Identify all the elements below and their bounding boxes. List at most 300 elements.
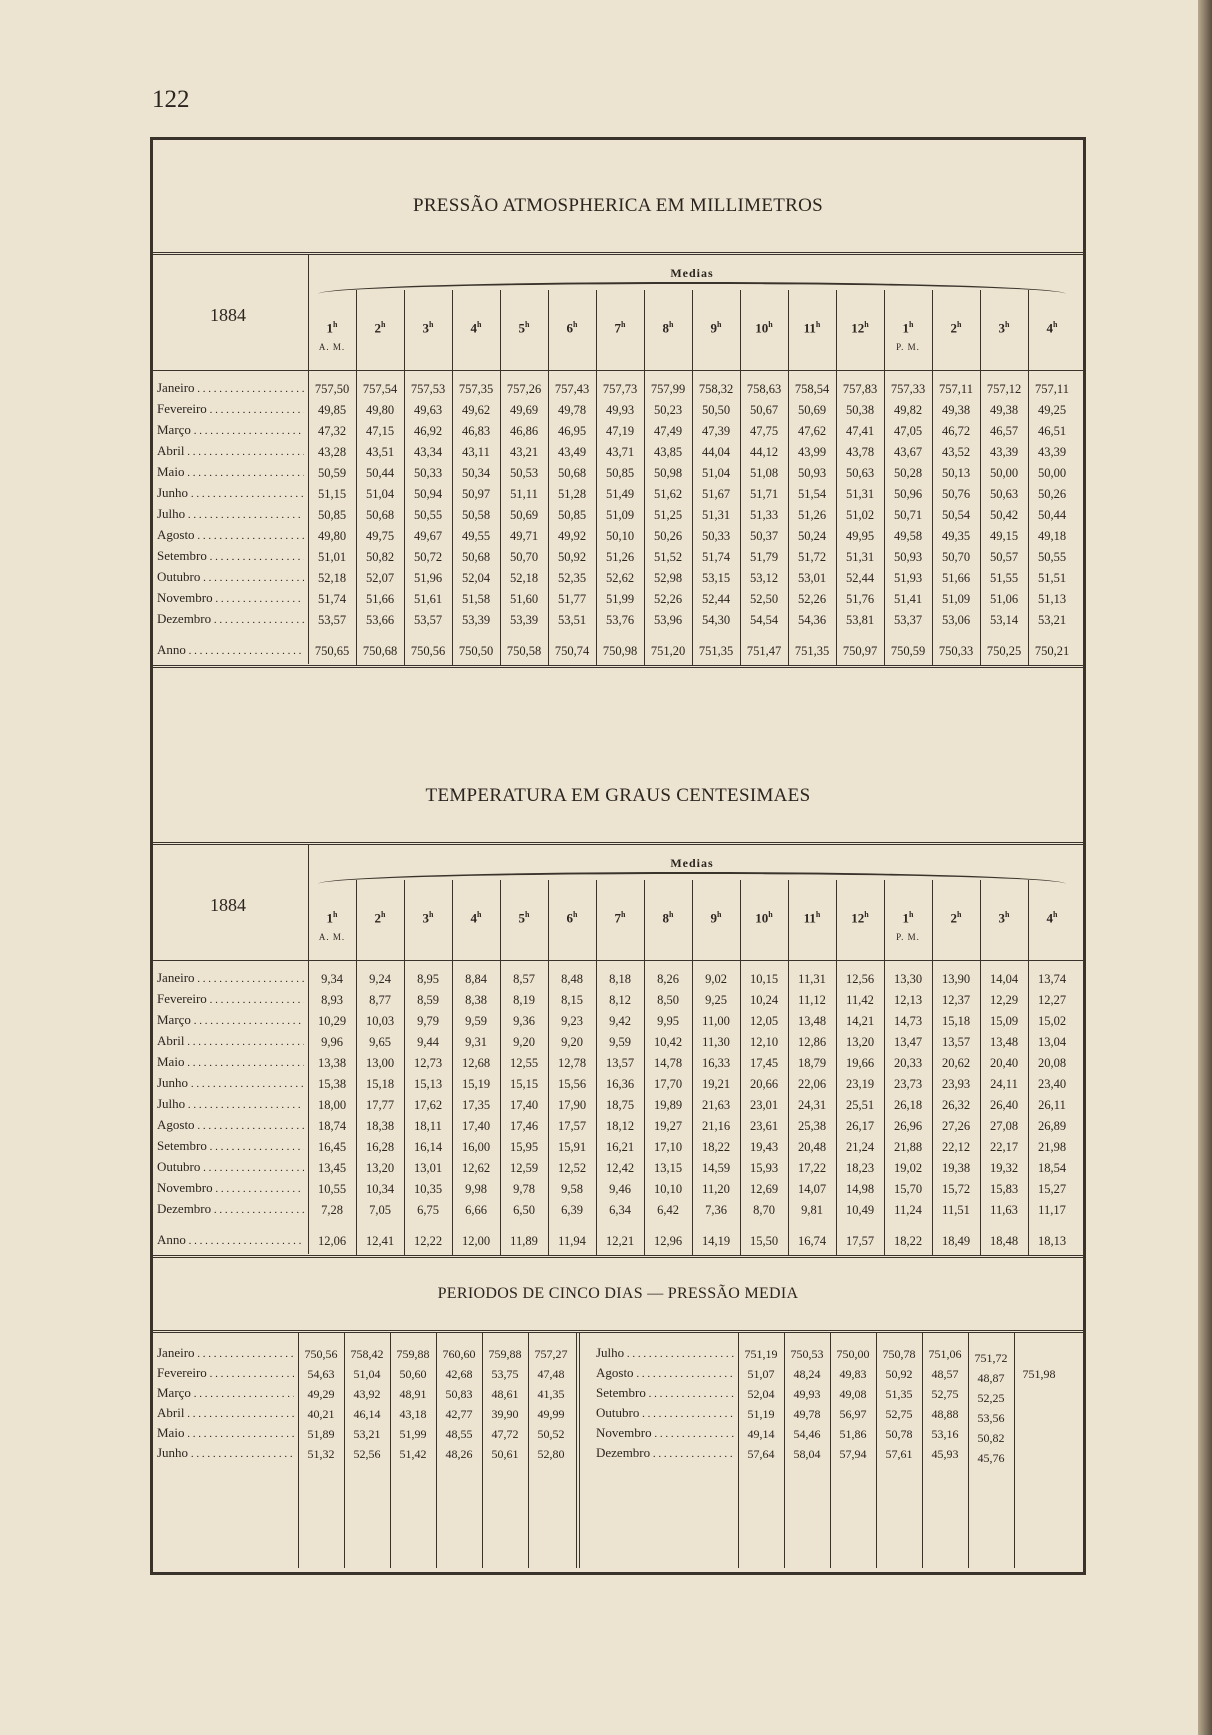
- pressure-cell: 53,81: [845, 613, 875, 627]
- hour-suffix: h: [957, 320, 962, 329]
- temperature-cell: 12,56: [845, 972, 875, 986]
- pressure-cell: 53,06: [941, 613, 971, 627]
- pressure-cell: 51,31: [845, 550, 875, 564]
- temperature-cell: 15,93: [749, 1161, 779, 1175]
- hour-suffix: h: [1053, 910, 1058, 919]
- periods-left-cell: 54,63: [307, 1367, 335, 1381]
- pressure-cell: 52,44: [845, 571, 875, 585]
- hour-suffix: h: [815, 910, 821, 919]
- temperature-cell: 19,43: [749, 1140, 779, 1154]
- temperature-hour-header: [404, 910, 452, 926]
- temperature-cell: 10,35: [413, 1182, 443, 1196]
- temperature-anno-cell: 12,41: [365, 1234, 395, 1248]
- pressure-cell: 757,12: [986, 382, 1022, 396]
- temperature-hour-header: [740, 910, 788, 926]
- temperature-cell: 13,04: [1037, 1035, 1067, 1049]
- temperature-cell: 13,74: [1037, 972, 1067, 986]
- pressure-cell: 53,12: [749, 571, 779, 585]
- hour-number: 5: [518, 910, 526, 926]
- temperature-cell: 13,47: [893, 1035, 923, 1049]
- temperature-cell: 26,89: [1037, 1119, 1067, 1133]
- temperature-cell: 19,38: [941, 1161, 971, 1175]
- temperature-cell: 22,12: [941, 1140, 971, 1154]
- pressure-cell: 46,95: [557, 424, 587, 438]
- periods-right-cell: 48,87: [977, 1371, 1005, 1385]
- periods-mid-divider: [576, 1333, 577, 1568]
- hour-suffix: h: [1005, 320, 1010, 329]
- temperature-cell: 6,66: [465, 1203, 487, 1217]
- periods-left-month: Junho . . .: [157, 1445, 294, 1461]
- pressure-hour-header: [836, 320, 884, 336]
- pressure-cell: 46,72: [941, 424, 971, 438]
- temperature-cell: 17,10: [653, 1140, 683, 1154]
- pressure-cell: 52,18: [317, 571, 347, 585]
- pressure-cell: 51,79: [749, 550, 779, 564]
- pressure-hour-header: [788, 320, 836, 336]
- pressure-cell: 49,82: [893, 403, 923, 417]
- pressure-month-label: Agosto . . .: [157, 527, 304, 543]
- temperature-cell: 15,56: [557, 1077, 587, 1091]
- temperature-cell: 17,57: [557, 1119, 587, 1133]
- temperature-cell: 15,19: [461, 1077, 491, 1091]
- temperature-cell: 14,04: [989, 972, 1019, 986]
- pressure-cell: 52,50: [749, 592, 779, 606]
- temperature-cell: 10,29: [317, 1014, 347, 1028]
- pressure-cell: 51,93: [893, 571, 923, 585]
- pressure-cell: 50,54: [941, 508, 971, 522]
- pressure-cell: 46,57: [989, 424, 1019, 438]
- temperature-cell: 9,23: [561, 1014, 583, 1028]
- pressure-hour-header: [884, 320, 932, 336]
- periods-left-cell: 760,60: [442, 1347, 476, 1361]
- pressure-cell: 43,78: [845, 445, 875, 459]
- temperature-hour-header: [596, 910, 644, 926]
- temperature-hour-header: [692, 910, 740, 926]
- temperature-cell: 8,26: [657, 972, 679, 986]
- hour-suffix: h: [1053, 320, 1058, 329]
- hour-number: 9: [710, 320, 718, 336]
- pressure-month-label: Dezembro . . .: [157, 611, 304, 627]
- pressure-anno-cell: 750,21: [1034, 644, 1070, 658]
- pressure-cell: 757,11: [1035, 382, 1069, 396]
- pressure-cell: 50,10: [605, 529, 635, 543]
- pressure-cell: 47,41: [845, 424, 875, 438]
- periods-left-cell: 51,42: [399, 1447, 427, 1461]
- pressure-month-label: Março . . .: [157, 422, 304, 438]
- temperature-cell: 11,30: [702, 1035, 730, 1049]
- temperature-cell: 9,79: [417, 1014, 439, 1028]
- pressure-cell: 53,14: [989, 613, 1019, 627]
- pressure-cell: 50,55: [1037, 550, 1067, 564]
- pressure-cell: 54,30: [701, 613, 731, 627]
- periods-right-cell: 51,07: [747, 1367, 775, 1381]
- pressure-cell: 51,66: [941, 571, 971, 585]
- temperature-cell: 9,98: [465, 1182, 487, 1196]
- periods-right-month: Setembro . . .: [596, 1385, 734, 1401]
- pressure-cell: 757,11: [939, 382, 973, 396]
- temperature-cell: 8,57: [513, 972, 535, 986]
- temperature-cell: 17,90: [557, 1098, 587, 1112]
- temperature-cell: 9,31: [465, 1035, 487, 1049]
- pressure-section: [153, 140, 1083, 730]
- temperature-cell: 17,45: [749, 1056, 779, 1070]
- temperature-cell: 19,02: [893, 1161, 923, 1175]
- hour-suffix: h: [573, 320, 578, 329]
- hour-suffix: h: [815, 320, 821, 329]
- hour-number: 8: [662, 320, 670, 336]
- temperature-cell: 12,29: [989, 993, 1019, 1007]
- temperature-cell: 9,95: [657, 1014, 679, 1028]
- temperature-cell: 16,45: [317, 1140, 347, 1154]
- pressure-cell: 49,75: [365, 529, 395, 543]
- temperature-cell: 14,21: [845, 1014, 875, 1028]
- pressure-cell: 51,15: [317, 487, 347, 501]
- temperature-anno-cell: 11,94: [558, 1234, 586, 1248]
- hour-number: 4: [1046, 910, 1054, 926]
- pressure-cell: 43,11: [462, 445, 490, 459]
- pressure-cell: 757,43: [554, 382, 590, 396]
- pressure-cell: 50,44: [1037, 508, 1067, 522]
- periods-right-cell: 49,08: [839, 1387, 867, 1401]
- pressure-year: 1884: [210, 305, 246, 325]
- temperature-cell: 20,62: [941, 1056, 971, 1070]
- periods-left-cell: 759,88: [396, 1347, 430, 1361]
- pressure-pm-label: P. M.: [896, 342, 920, 352]
- pressure-cell: 50,50: [701, 403, 731, 417]
- periods-right-cell: 48,88: [931, 1407, 959, 1421]
- temperature-cell: 26,18: [893, 1098, 923, 1112]
- temperature-cell: 15,38: [317, 1077, 347, 1091]
- temperature-hour-header: [452, 910, 500, 926]
- temperature-cell: 8,19: [513, 993, 535, 1007]
- pressure-cell: 50,70: [941, 550, 971, 564]
- temperature-cell: 21,24: [845, 1140, 875, 1154]
- temperature-hour-header: [644, 910, 692, 926]
- hour-number: 3: [422, 910, 430, 926]
- periods-left-cell: 53,21: [353, 1427, 381, 1441]
- temperature-hour-header: [548, 910, 596, 926]
- pressure-cell: 53,15: [701, 571, 731, 585]
- temperature-cell: 25,38: [797, 1119, 827, 1133]
- pressure-hour-header: [1028, 320, 1076, 336]
- pressure-cell: 43,34: [413, 445, 443, 459]
- periods-left-cell: 49,29: [307, 1387, 335, 1401]
- temperature-cell: 24,11: [990, 1077, 1018, 1091]
- pressure-cell: 52,26: [653, 592, 683, 606]
- pressure-cell: 53,39: [509, 613, 539, 627]
- periods-left-cell: 51,04: [353, 1367, 381, 1381]
- hour-number: 7: [614, 320, 622, 336]
- periods-left-cell: 50,60: [399, 1367, 427, 1381]
- periods-left-cell: 51,99: [399, 1427, 427, 1441]
- pressure-anno-cell: 751,35: [794, 644, 830, 658]
- pressure-cell: 52,44: [701, 592, 731, 606]
- hour-suffix: h: [1005, 910, 1010, 919]
- pressure-cell: 51,28: [557, 487, 587, 501]
- hour-suffix: h: [621, 320, 626, 329]
- temperature-cell: 11,42: [846, 993, 874, 1007]
- temperature-cell: 12,68: [461, 1056, 491, 1070]
- temperature-cell: 17,62: [413, 1098, 443, 1112]
- pressure-cell: 44,12: [749, 445, 779, 459]
- temperature-cell: 16,36: [605, 1077, 635, 1091]
- pressure-cell: 50,85: [557, 508, 587, 522]
- pressure-cell: 53,51: [557, 613, 587, 627]
- periods-left-month: Fevereiro . . .: [157, 1365, 294, 1381]
- hour-suffix: h: [429, 910, 434, 919]
- pressure-month-label: Fevereiro . . .: [157, 401, 304, 417]
- pressure-cell: 49,58: [893, 529, 923, 543]
- temperature-anno-cell: 12,00: [461, 1234, 491, 1248]
- hour-number: 10: [755, 320, 769, 336]
- pressure-cell: 53,76: [605, 613, 635, 627]
- temperature-cell: 9,46: [609, 1182, 631, 1196]
- pressure-cell: 50,71: [893, 508, 923, 522]
- periods-left-cell: 51,89: [307, 1427, 335, 1441]
- temperature-month-label: Agosto . . .: [157, 1117, 304, 1133]
- pressure-cell: 757,26: [506, 382, 542, 396]
- temperature-cell: 11,31: [798, 972, 826, 986]
- pressure-anno-cell: 750,33: [938, 644, 974, 658]
- periods-title: PERIODOS DE CINCO DIAS — PRESSÃO MEDIA: [437, 1285, 799, 1302]
- hour-number: 2: [374, 910, 382, 926]
- temperature-cell: 18,12: [605, 1119, 635, 1133]
- periods-right-cell: 51,86: [839, 1427, 867, 1441]
- hour-suffix: h: [429, 320, 434, 329]
- periods-left-cell: 757,27: [534, 1347, 568, 1361]
- pressure-medias-label: Medias: [670, 266, 714, 280]
- periods-right-cell: 751,72: [974, 1351, 1008, 1365]
- pressure-cell: 50,33: [701, 529, 731, 543]
- hour-number: 6: [566, 910, 574, 926]
- pressure-cell: 51,62: [653, 487, 683, 501]
- periods-right-cell: 53,56: [977, 1411, 1005, 1425]
- temperature-anno-cell: 12,21: [605, 1234, 635, 1248]
- temperature-cell: 9,42: [609, 1014, 631, 1028]
- pressure-cell: 47,05: [893, 424, 923, 438]
- pressure-cell: 52,18: [509, 571, 539, 585]
- temperature-cell: 15,15: [509, 1077, 539, 1091]
- pressure-title: PRESSÃO ATMOSPHERICA EM MILLIMETROS: [412, 195, 824, 216]
- pressure-hour-header: [932, 320, 980, 336]
- periods-left-cell: 47,48: [537, 1367, 565, 1381]
- temperature-cell: 15,18: [941, 1014, 971, 1028]
- pressure-cell: 46,92: [413, 424, 443, 438]
- pressure-month-label: Maio . . .: [157, 464, 304, 480]
- hour-suffix: h: [477, 910, 482, 919]
- temperature-cell: 13,48: [797, 1014, 827, 1028]
- periods-right-cell: 750,53: [790, 1347, 824, 1361]
- periods-extra-value: 751,98: [1022, 1367, 1056, 1381]
- pressure-cell: 49,62: [461, 403, 491, 417]
- temperature-anno-cell: 18,22: [893, 1234, 923, 1248]
- pressure-cell: 54,54: [749, 613, 779, 627]
- periods-right-cell: 54,46: [793, 1427, 821, 1441]
- temperature-cell: 19,66: [845, 1056, 875, 1070]
- periods-right-cell: 45,93: [931, 1447, 959, 1461]
- periods-right-month: Novembro . . .: [596, 1425, 734, 1441]
- temperature-cell: 9,24: [369, 972, 391, 986]
- temperature-cell: 11,51: [942, 1203, 970, 1217]
- pressure-cell: 50,63: [989, 487, 1019, 501]
- pressure-month-label: Outubro . . .: [157, 569, 304, 585]
- periods-mid-divider-2: [579, 1333, 580, 1568]
- pressure-cell: 51,74: [701, 550, 731, 564]
- periods-right-cell: 50,82: [977, 1431, 1005, 1445]
- temperature-cell: 17,35: [461, 1098, 491, 1112]
- temperature-cell: 12,10: [749, 1035, 779, 1049]
- temperature-cell: 19,32: [989, 1161, 1019, 1175]
- temperature-cell: 15,95: [509, 1140, 539, 1154]
- pressure-cell: 50,97: [461, 487, 491, 501]
- pressure-cell: 51,96: [413, 571, 443, 585]
- pressure-cell: 757,73: [602, 382, 638, 396]
- periods-left-cell: 758,42: [350, 1347, 384, 1361]
- pressure-cell: 49,25: [1037, 403, 1067, 417]
- temperature-cell: 11,12: [798, 993, 826, 1007]
- temperature-cell: 16,00: [461, 1140, 491, 1154]
- periods-left-cell: 50,52: [537, 1427, 565, 1441]
- pressure-cell: 43,39: [1037, 445, 1067, 459]
- temperature-cell: 13,90: [941, 972, 971, 986]
- periods-right-cell: 57,61: [885, 1447, 913, 1461]
- page-number: 122: [152, 86, 190, 113]
- pressure-anno-cell: 750,98: [602, 644, 638, 658]
- temperature-cell: 10,55: [317, 1182, 347, 1196]
- hour-number: 6: [566, 320, 574, 336]
- pressure-cell: 50,67: [749, 403, 779, 417]
- hour-number: 2: [950, 910, 958, 926]
- hour-number: 1: [326, 320, 334, 336]
- pressure-cell: 51,58: [461, 592, 491, 606]
- pressure-cell: 49,80: [365, 403, 395, 417]
- periods-right-cell: 58,04: [793, 1447, 821, 1461]
- pressure-cell: 49,85: [317, 403, 347, 417]
- pressure-cell: 51,66: [365, 592, 395, 606]
- pressure-cell: 50,59: [317, 466, 347, 480]
- temperature-cell: 27,26: [941, 1119, 971, 1133]
- temperature-anno-cell: 18,48: [989, 1234, 1019, 1248]
- temperature-cell: 7,05: [369, 1203, 391, 1217]
- pressure-cell: 50,82: [365, 550, 395, 564]
- periods-right-month: Agosto . . .: [596, 1365, 734, 1381]
- pressure-cell: 50,70: [509, 550, 539, 564]
- temperature-hour-header: [932, 910, 980, 926]
- pressure-cell: 49,67: [413, 529, 443, 543]
- temperature-month-label: Outubro . . .: [157, 1159, 304, 1175]
- pressure-cell: 49,92: [557, 529, 587, 543]
- periods-top-rule: [153, 1330, 1083, 1333]
- pressure-anno-cell: 750,97: [842, 644, 878, 658]
- pressure-cell: 50,24: [797, 529, 827, 543]
- hour-number: 4: [470, 320, 478, 336]
- periods-right-month: Dezembro . . .: [596, 1445, 734, 1461]
- pressure-cell: 49,71: [509, 529, 539, 543]
- temperature-cell: 10,10: [653, 1182, 683, 1196]
- hour-number: 11: [803, 320, 816, 336]
- periods-left-cell: 52,80: [537, 1447, 565, 1461]
- temperature-cell: 9,20: [513, 1035, 535, 1049]
- hour-suffix: h: [525, 910, 530, 919]
- page-edge: [1198, 0, 1212, 1735]
- hour-suffix: h: [768, 910, 773, 919]
- pressure-cell: 51,02: [845, 508, 875, 522]
- temperature-month-label: Setembro . . .: [157, 1138, 304, 1154]
- periods-right-cell: 57,94: [839, 1447, 867, 1461]
- temperature-cell: 11,63: [990, 1203, 1018, 1217]
- temperature-month-label: Junho . . .: [157, 1075, 304, 1091]
- periods-left-cell: 51,32: [307, 1447, 335, 1461]
- pressure-cell: 757,35: [458, 382, 494, 396]
- temperature-cell: 11,20: [702, 1182, 730, 1196]
- pressure-cell: 47,75: [749, 424, 779, 438]
- pressure-cell: 49,38: [989, 403, 1019, 417]
- pressure-cell: 52,04: [461, 571, 491, 585]
- temperature-cell: 18,22: [701, 1140, 731, 1154]
- temperature-cell: 18,00: [317, 1098, 347, 1112]
- temperature-cell: 14,59: [701, 1161, 731, 1175]
- temperature-cell: 6,34: [609, 1203, 631, 1217]
- pressure-cell: 51,26: [797, 508, 827, 522]
- temperature-cell: 9,65: [369, 1035, 391, 1049]
- pressure-anno-cell: 751,35: [698, 644, 734, 658]
- periods-right-cell: 48,24: [793, 1367, 821, 1381]
- temperature-month-label: Março . . .: [157, 1012, 304, 1028]
- pressure-cell: 52,07: [365, 571, 395, 585]
- periods-right-cell: 49,83: [839, 1367, 867, 1381]
- pressure-cell: 47,49: [653, 424, 683, 438]
- pressure-anno-cell: 750,58: [506, 644, 542, 658]
- temperature-cell: 16,28: [365, 1140, 395, 1154]
- pressure-cell: 47,32: [317, 424, 347, 438]
- temperature-cell: 19,21: [701, 1077, 731, 1091]
- pressure-cell: 51,13: [1037, 592, 1067, 606]
- pressure-month-label: Abril . . .: [157, 443, 304, 459]
- pressure-cell: 47,19: [605, 424, 635, 438]
- temperature-cell: 22,17: [989, 1140, 1019, 1154]
- temperature-cell: 15,13: [413, 1077, 443, 1091]
- pressure-hour-header: [404, 320, 452, 336]
- pressure-cell: 51,11: [510, 487, 538, 501]
- hour-suffix: h: [573, 910, 578, 919]
- pressure-cell: 49,93: [605, 403, 635, 417]
- temperature-cell: 11,00: [702, 1014, 730, 1028]
- temperature-cell: 13,00: [365, 1056, 395, 1070]
- temperature-cell: 18,79: [797, 1056, 827, 1070]
- pressure-cell: 43,67: [893, 445, 923, 459]
- pressure-anno-cell: 750,50: [458, 644, 494, 658]
- temperature-cell: 9,81: [801, 1203, 823, 1217]
- pressure-month-label: Junho . . .: [157, 485, 304, 501]
- pressure-hour-header: [308, 320, 356, 336]
- pressure-cell: 50,58: [461, 508, 491, 522]
- temperature-hour-header: [1028, 910, 1076, 926]
- temperature-anno-cell: 11,89: [510, 1234, 538, 1248]
- periods-left-cell: 759,88: [488, 1347, 522, 1361]
- pressure-cell: 50,93: [797, 466, 827, 480]
- temperature-cell: 9,36: [513, 1014, 535, 1028]
- temperature-month-label: Janeiro . . .: [157, 970, 304, 986]
- hour-suffix: h: [768, 320, 773, 329]
- temperature-cell: 18,23: [845, 1161, 875, 1175]
- pressure-cell: 43,51: [365, 445, 395, 459]
- temperature-month-label: Fevereiro . . .: [157, 991, 304, 1007]
- temperature-cell: 8,84: [465, 972, 487, 986]
- temperature-cell: 18,75: [605, 1098, 635, 1112]
- pressure-cell: 50,26: [1037, 487, 1067, 501]
- pressure-cell: 51,71: [749, 487, 779, 501]
- hour-number: 1: [902, 320, 910, 336]
